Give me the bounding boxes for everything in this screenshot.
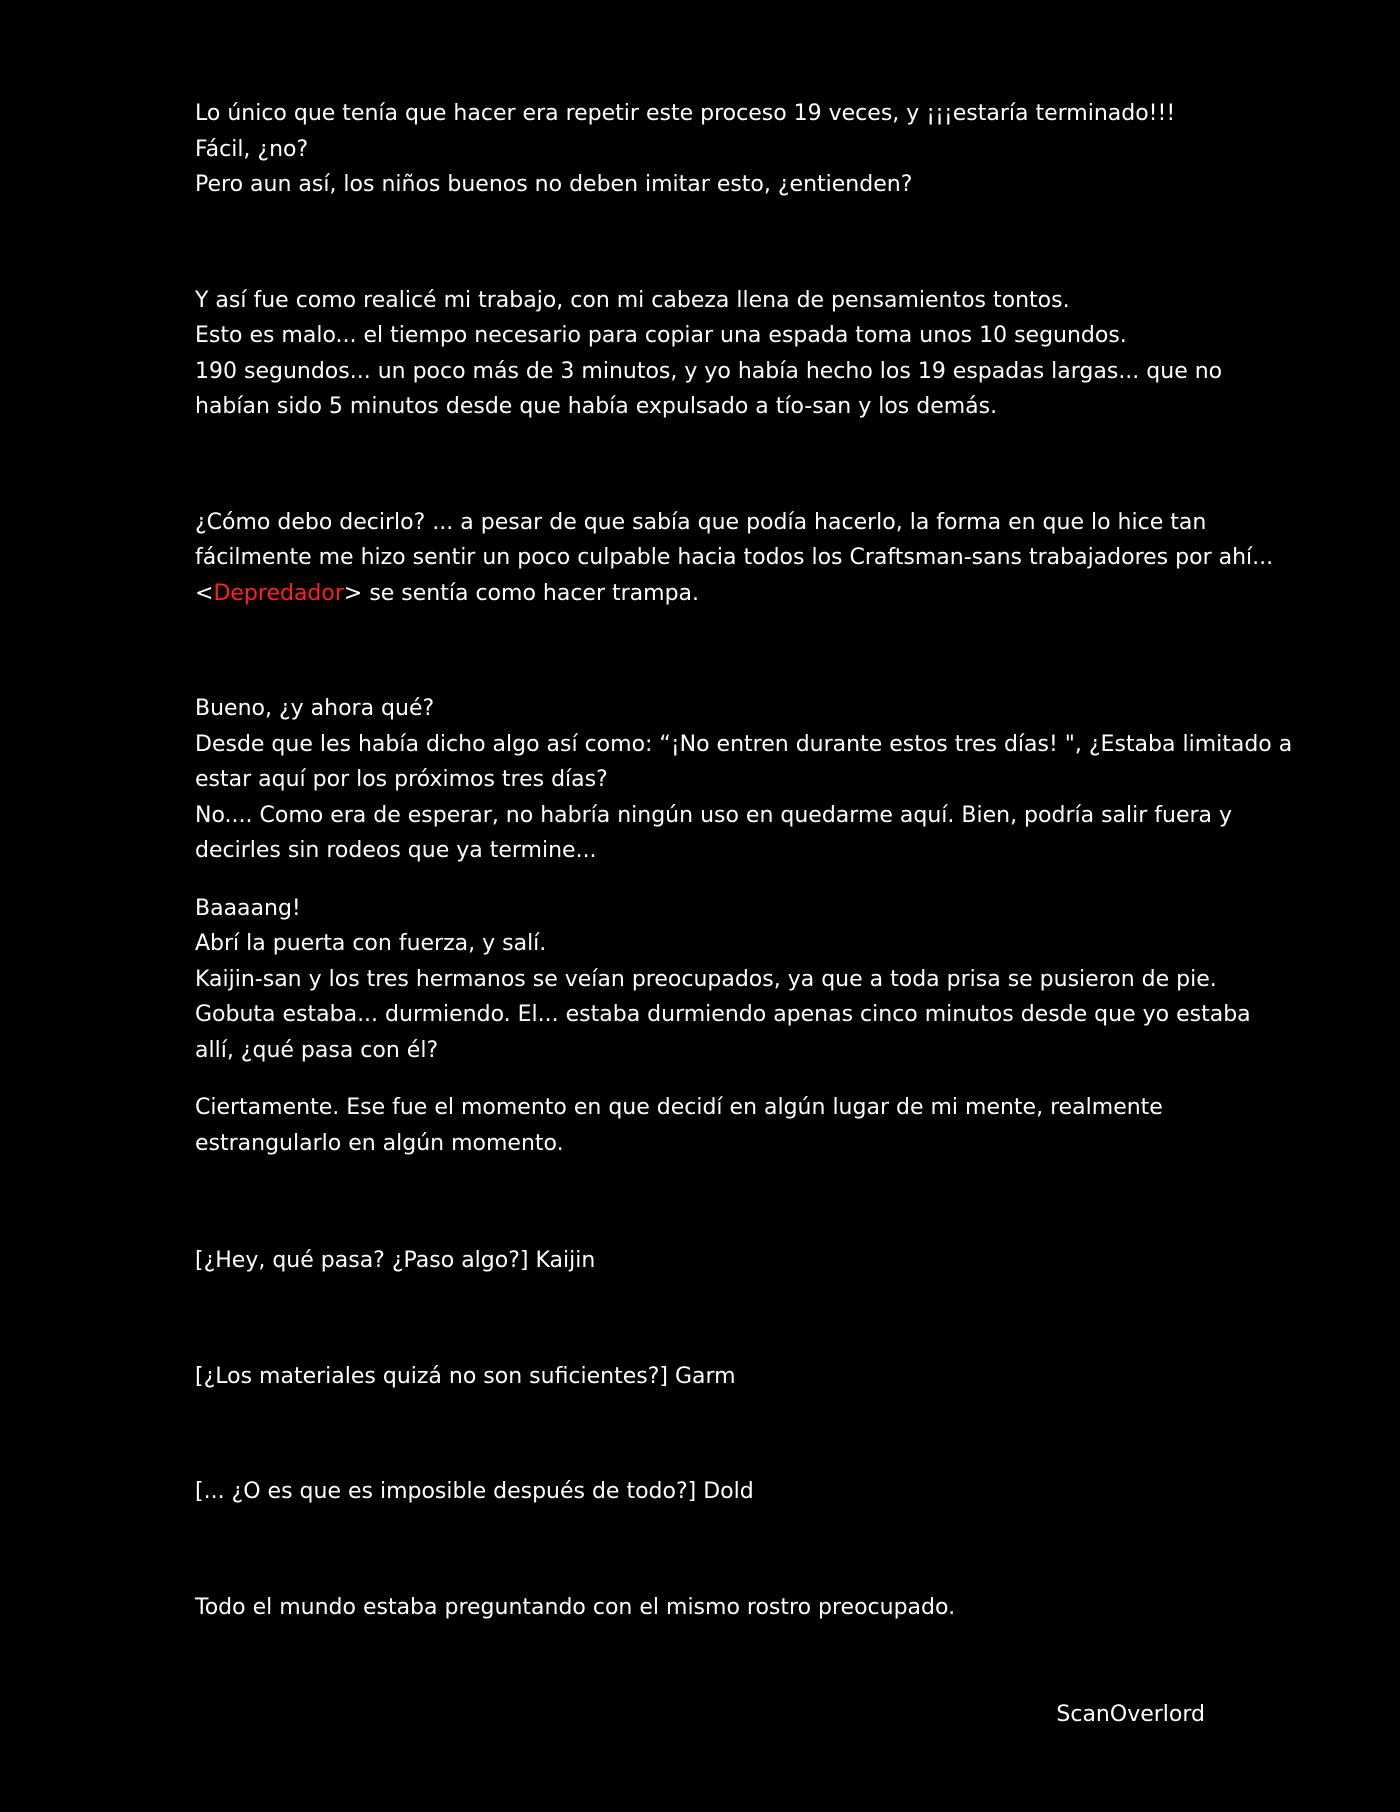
text-line: Pero aun así, los niños buenos no deben imitar esto, ¿entienden? bbox=[195, 172, 913, 197]
spacer bbox=[195, 203, 1225, 283]
spacer bbox=[195, 869, 1225, 891]
paragraph-3 bbox=[195, 505, 1274, 612]
paragraph-1 bbox=[195, 96, 1225, 203]
text-line-with-highlight bbox=[195, 576, 1225, 612]
text-line: allí, ¿qué pasa con él? bbox=[195, 1037, 439, 1063]
spacer bbox=[195, 1161, 1225, 1243]
text-line: Y así fue como realicé mi trabajo, con mi cabeza llena de pensamientos tontos. bbox=[195, 287, 1070, 313]
scanlator-signature: ScanOverlord bbox=[1056, 1702, 1205, 1727]
bracket-open: < bbox=[195, 580, 214, 606]
text-line: Abrí la puerta con fuerza, y salí. bbox=[195, 931, 547, 956]
skill-name-highlight: Depredador bbox=[213, 580, 344, 606]
closing-line: Todo el mundo estaba preguntando con el mismo rostro preocupado. bbox=[195, 1594, 956, 1620]
spacer bbox=[195, 1279, 1225, 1359]
text-line: Fácil, ¿no? bbox=[195, 136, 309, 162]
text-line: estar aquí por los próximos tres días? bbox=[195, 767, 608, 792]
text-line: Gobuta estaba... durmiendo. El... estaba durmiendo apenas cinco minutos desde que yo estaba bbox=[195, 1002, 1251, 1027]
dialogue-kaijin: [¿Hey, qué pasa? ¿Paso algo?] Kaijin bbox=[195, 1248, 596, 1273]
spacer bbox=[195, 611, 1225, 691]
spacer bbox=[195, 1510, 1225, 1590]
text-line: Lo único que tenía que hacer era repetir este proceso 19 veces, y ¡¡¡estaría terminado!!! bbox=[195, 101, 1176, 126]
text-line: Esto es malo... el tiempo necesario para copiar una espada toma unos 10 segundos. bbox=[195, 323, 1127, 348]
spacer bbox=[195, 425, 1225, 505]
text-line: habían sido 5 minutos desde que había expulsado a tío-san y los demás. bbox=[195, 394, 998, 419]
text-line: ¿Cómo debo decirlo? ... a pesar de que sabía que podía hacerlo, la forma en que lo hice tan bbox=[195, 509, 1207, 535]
text-line: Kaijin-san y los tres hermanos se veían preocupados, ya que a toda prisa se pusieron de pie. bbox=[195, 966, 1217, 992]
text-line: 190 segundos... un poco más de 3 minutos, y yo había hecho los 19 espadas largas... que no bbox=[195, 358, 1223, 384]
dialogue-dold: [... ¿O es que es imposible después de todo?] Dold bbox=[195, 1479, 754, 1504]
text-line: Ciertamente. Ese fue el momento en que decidí en algún lugar de mi mente, realmente bbox=[195, 1095, 1163, 1120]
spacer bbox=[195, 1394, 1225, 1474]
dialogue-garm: [¿Los materiales quizá no son suficientes?] Garm bbox=[195, 1363, 736, 1389]
text-rest: > se sentía como hacer trampa. bbox=[343, 580, 700, 606]
paragraph-4 bbox=[195, 691, 1293, 869]
text-line: Bueno, ¿y ahora qué? bbox=[195, 696, 435, 721]
paragraph-2 bbox=[195, 283, 1225, 425]
spacer bbox=[195, 1068, 1225, 1090]
paragraph-5 bbox=[195, 891, 1251, 1069]
text-line: decirles sin rodeos que ya termine... bbox=[195, 838, 597, 863]
text-line: estrangularlo en algún momento. bbox=[195, 1130, 564, 1156]
paragraph-6 bbox=[195, 1090, 1225, 1161]
text-line: fácilmente me hizo sentir un poco culpable hacia todos los Craftsman-sans trabajadores por ahí... bbox=[195, 545, 1274, 570]
text-line: Baaaang! bbox=[195, 895, 301, 921]
document-body bbox=[195, 96, 1293, 1625]
text-line: No.... Como era de esperar, no habría ningún uso en quedarme aquí. Bien, podría salir fuera y bbox=[195, 802, 1233, 828]
text-line: Desde que les había dicho algo así como: “¡No entren durante estos tres días! ", ¿Estaba limitado a bbox=[195, 731, 1293, 757]
